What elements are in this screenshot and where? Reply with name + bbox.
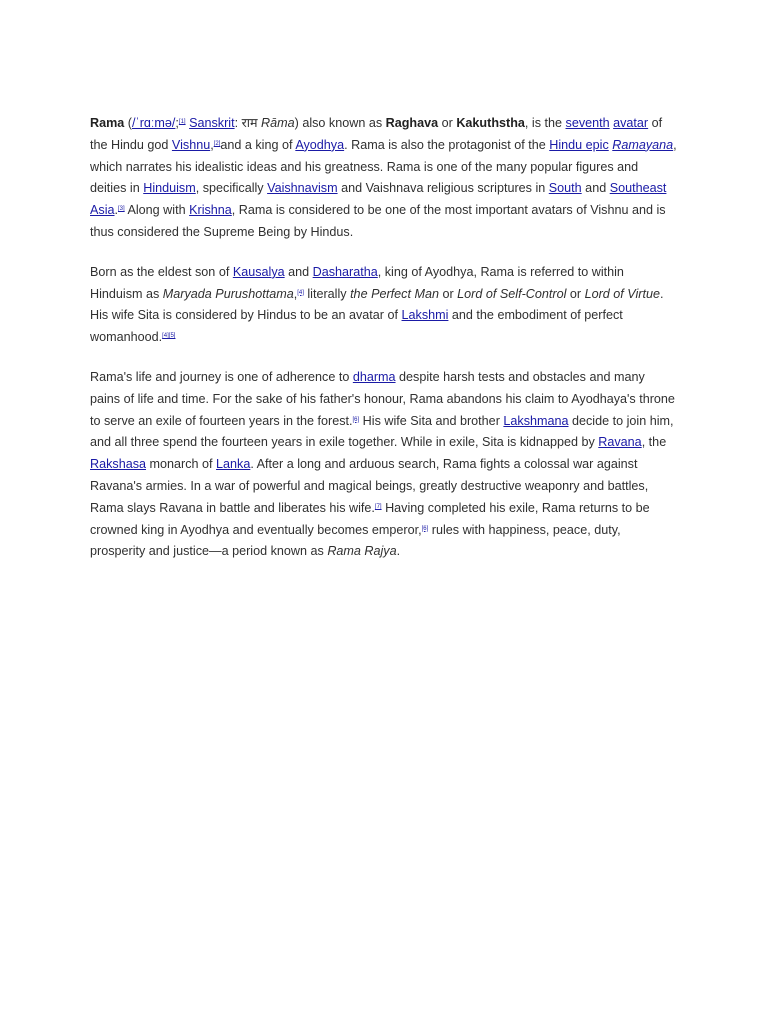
link-kausalya[interactable]: Kausalya: [232, 264, 285, 279]
paragraph-birth: Born as the eldest son of Kausalya and Dasharatha, king of Ayodhya, Rama is referred to within Hinduism as Maryada Purushottama,[4] literally the Perfect Man or Lord of Self-Control or Lord of Virtue. His wife Sita is considered by Hindus to be an avatar of Lakshmi and the embodiment of perfect womanhood.[4][5]: [90, 264, 664, 345]
link-ravana[interactable]: Ravana: [598, 435, 642, 450]
citation-ref[interactable]: [2]: [213, 140, 221, 147]
link-dasharatha[interactable]: Dasharatha: [312, 264, 378, 279]
ipa-pronunciation-link[interactable]: /ˈrɑːmə/: [132, 116, 176, 130]
citation-ref[interactable]: [4][5]: [162, 333, 176, 340]
link-vishnu[interactable]: Vishnu: [171, 137, 211, 152]
link-south[interactable]: South: [548, 181, 582, 196]
link-lakshmana[interactable]: Lakshmana: [503, 413, 569, 428]
link-lanka[interactable]: Lanka: [216, 457, 251, 472]
paragraph-intro: Rama (/ˈrɑːmə/;[1] Sanskrit: राम Rāma) also known as Raghava or Kakuthstha, is the seventh avatar of the Hindu god Vishnu,[2]and a king of Ayodhya. Rama is also the protagonist of the Hindu epic Ramayana, which narrates his idealistic ideas and his greatness. Rama is one of the many popular figures and deities in Hinduism, specifically Vaishnavism and Vaishnava religious scriptures in South and Southeast Asia.[3] Along with Krishna, Rama is considered to be one of the most important avatars of Vishnu and is thus considered the Supreme Being by Hindus.: [90, 116, 677, 239]
link-avatar[interactable]: avatar: [613, 116, 649, 130]
citation-ref[interactable]: [7]: [374, 503, 382, 510]
link-southeast-asia[interactable]: Southeast Asia: [90, 181, 667, 218]
paragraph-journey: Rama's life and journey is one of adherence to dharma despite harsh tests and obstacles and many pains of life and time. For the sake of his father's honour, Rama abandons his claim to Ayodhaya's throne to serve an exile of fourteen years in the forest.[6] His wife Sita and brother Lakshmana decide to join him, and all three spend the fourteen years in exile together. While in exile, Sita is kidnapped by Ravana, the Rakshasa monarch of Lanka. After a long and arduous search, Rama fights a colossal war against Ravana's armies. In a war of powerful and magical beings, greatly destructive weaponry and battles, Rama slays Ravana in battle and liberates his wife.[7] Having completed his exile, Rama returns to be crowned king in Ayodhya and eventually becomes emperor,[6] rules with happiness, peace, duty, prosperity and justice—a period known as Rama Rajya.: [90, 369, 675, 559]
citation-ref[interactable]: [1]: [178, 119, 186, 125]
link-hinduism[interactable]: Hinduism: [143, 181, 196, 196]
citation-ref[interactable]: [3]: [118, 206, 125, 213]
citation-ref[interactable]: [6]: [421, 525, 429, 532]
article-body: [90, 113, 678, 581]
link-ayodhya[interactable]: Ayodhya: [295, 137, 345, 152]
link-sanskrit[interactable]: Sanskrit: [189, 116, 235, 130]
citation-ref[interactable]: [4]: [297, 289, 304, 296]
link-dharma[interactable]: dharma: [352, 369, 396, 384]
link-hindu-epic[interactable]: Hindu epic: [549, 137, 609, 152]
link-lakshmi[interactable]: Lakshmi: [401, 308, 449, 323]
term-raghava: Raghava: [385, 116, 439, 130]
link-ramayana[interactable]: Ramayana: [612, 137, 674, 152]
term-rama: Rama: [90, 116, 125, 130]
term-kakuthstha: Kakuthstha: [456, 116, 525, 130]
link-rakshasa[interactable]: Rakshasa: [90, 457, 147, 472]
link-vaishnavism[interactable]: Vaishnavism: [267, 181, 338, 196]
link-krishna[interactable]: Krishna: [189, 203, 232, 218]
citation-ref[interactable]: [6]: [352, 416, 360, 423]
link-seventh[interactable]: seventh: [565, 116, 610, 130]
